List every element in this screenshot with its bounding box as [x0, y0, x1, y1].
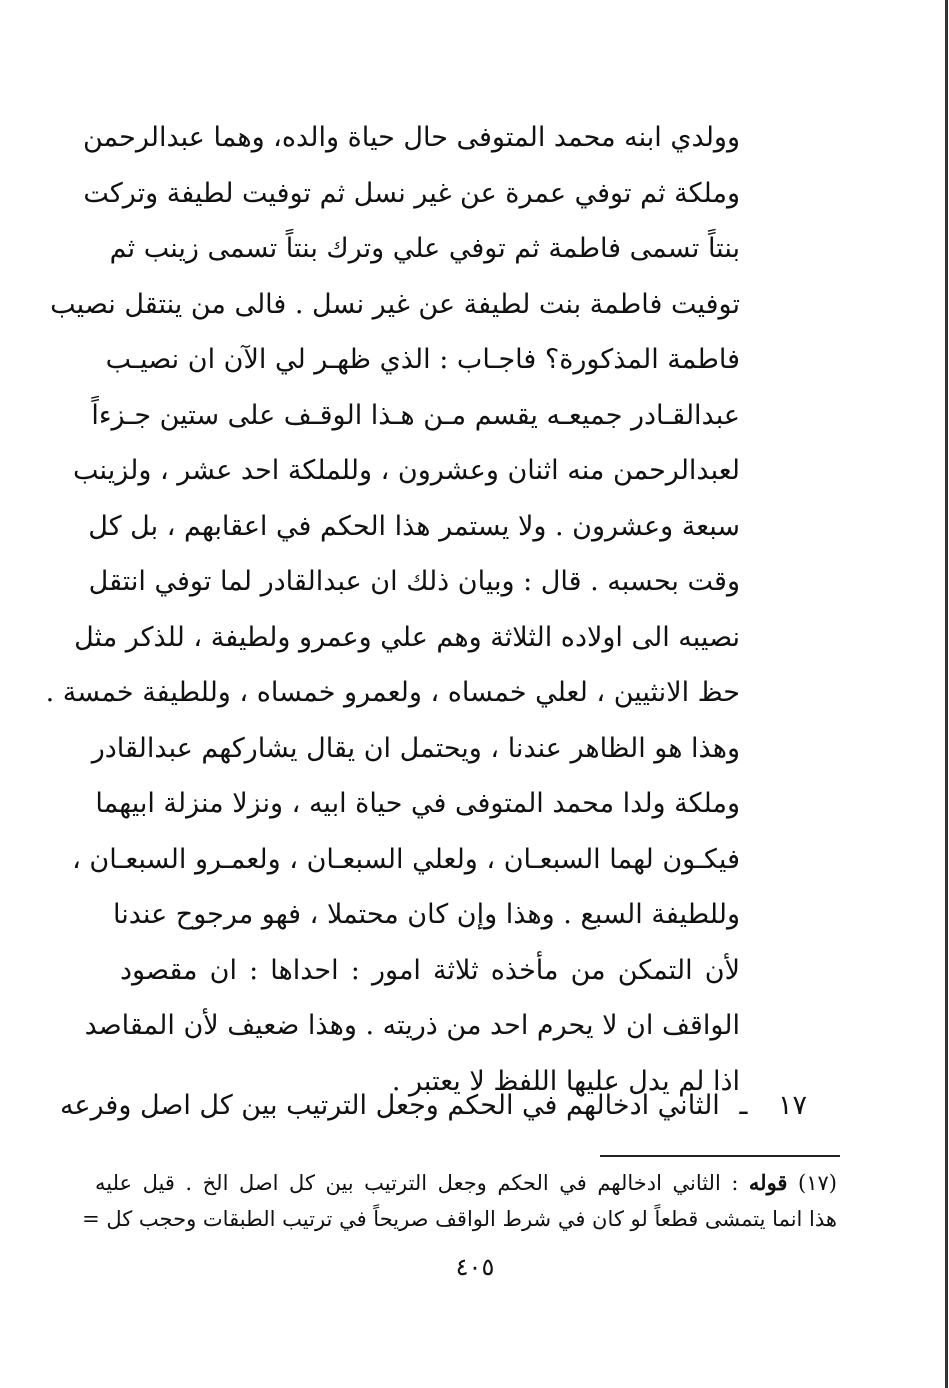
paragraph-text: الثاني ادخالهم في الحكم وجعل الترتيب بين كل اصل وفرعه	[59, 1090, 720, 1121]
text-line: توفيت فاطمة بنت لطيفة عن غير نسل . فالى من ينتقل نصيب	[50, 288, 740, 320]
footnote-line	[95, 1165, 837, 1201]
text-line: سبعة وعشرون . ولا يستمر هذا الحكم في اعقابهم ، بل كل	[88, 510, 740, 542]
text-line: نصيبه الى اولاده الثلاثة وهم علي وعمرو ولطيفة ، للذكر مثل	[74, 621, 740, 653]
footnote-line: هذا انما يتمشى قطعاً لو كان في شرط الواقف صريحاً في ترتيب الطبقات وحجب كل =	[82, 1207, 837, 1231]
text-line: وهذا هو الظاهر عندنا ، ويحتمل ان يقال يشاركهم عبدالقادر	[91, 732, 740, 764]
footnote-divider	[600, 1155, 840, 1157]
text-line: فاطمة المذكورة؟ فاجـاب : الذي ظهـر لي الآن ان نصيـب	[105, 344, 740, 375]
text-line: وقت بحسبه . قال : وبيان ذلك ان عبدالقادر لما توفي انتقل	[88, 566, 740, 597]
footnote-label: قوله	[748, 1170, 788, 1195]
text-line: حظ الانثيين ، لعلي خمساه ، ولعمرو خمساه ، وللطيفة خمسة .	[45, 677, 740, 708]
paragraph-number: ١٧	[777, 1090, 807, 1121]
page-number: ٤٠٥	[455, 1253, 495, 1281]
text-line: وملكة ثم توفي عمرة عن غير نسل ثم توفيت لطيفة وتركت	[83, 177, 740, 209]
main-text-block	[45, 110, 740, 1109]
text-line: عبدالقـادر جميعـه يقسم مـن هـذا الوقـف على ستين جـزءاً	[91, 399, 740, 431]
text-line: وملكة ولدا محمد المتوفى في حياة ابيه ، ونزلا منزلة ابيهما	[95, 788, 740, 819]
page-edge	[945, 0, 948, 1388]
footnote	[82, 1165, 837, 1237]
text-line: لأن التمكن من مأخذه ثلاثة امور : احداها : ان مقصود	[120, 954, 740, 986]
text-line: لعبدالرحمن منه اثنان وعشرون ، وللملكة احد عشر ، ولزينب	[73, 455, 740, 486]
text-line: الواقف ان لا يحرم احد من ذريته . وهذا ضعيف لأن المقاصد	[84, 1010, 740, 1041]
text-line: اذا لم يدل عليها اللفظ لا يعتبر .	[391, 1065, 740, 1097]
text-line: وولدي ابنه محمد المتوفى حال حياة والده، وهما عبدالرحمن	[83, 122, 740, 153]
text-line: وللطيفة السبع . وهذا وإن كان محتملا ، فهو مرجوح عندنا	[113, 899, 740, 930]
footnote-text: : الثاني ادخالهم في الحكم وجعل الترتيب بين كل اصل الخ . قيل عليه	[95, 1171, 739, 1195]
footnote-ref: (١٧)	[798, 1171, 837, 1195]
text-line: بنتاً تسمى فاطمة ثم توفي علي وترك بنتاً تسمى زينب ثم	[109, 233, 740, 264]
text-line: فيكـون لهما السبعـان ، ولعلي السبعـان ، ولعمـرو السبعـان ،	[72, 843, 740, 875]
paragraph-dash: ـ	[739, 1090, 748, 1121]
numbered-paragraph	[59, 1078, 807, 1134]
